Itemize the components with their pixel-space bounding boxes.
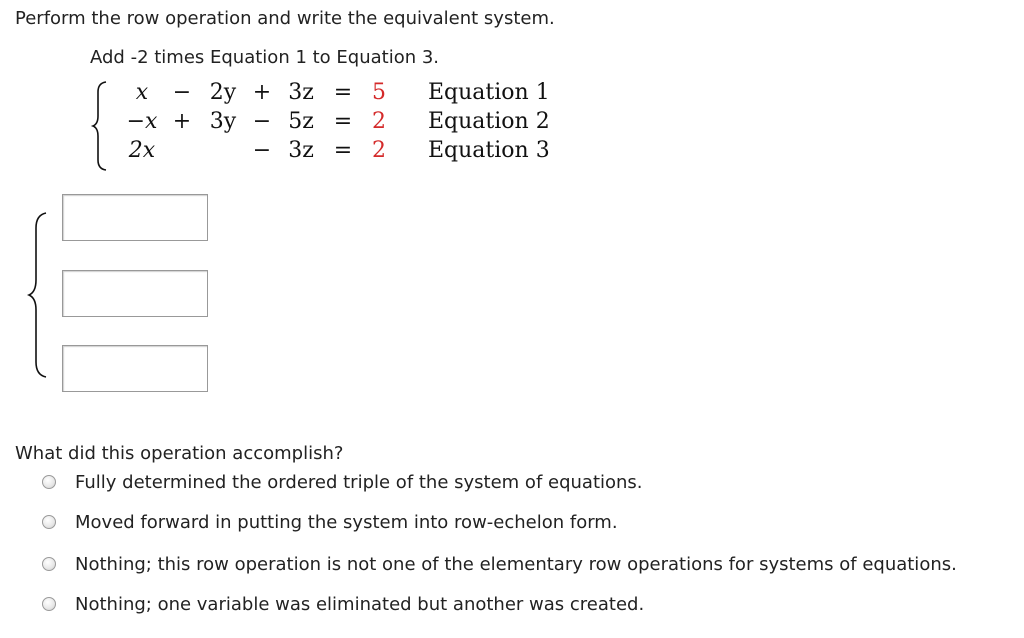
operator: − xyxy=(172,80,192,105)
equals-sign: = xyxy=(333,109,353,134)
rhs-value: 5 xyxy=(372,80,386,105)
equation-3-input[interactable] xyxy=(62,345,208,392)
term-y: 3y xyxy=(209,109,237,134)
operator: + xyxy=(172,109,192,134)
option-3[interactable] xyxy=(42,552,957,576)
term-z: 3z xyxy=(288,80,314,105)
equation-1-input[interactable] xyxy=(62,194,208,241)
term-x: 2x xyxy=(128,138,156,163)
equation-label: Equation 2 xyxy=(428,109,550,134)
rhs-value: 2 xyxy=(372,138,386,163)
question-prompt: What did this operation accomplish? xyxy=(15,443,344,464)
operator: + xyxy=(252,80,272,105)
equation-label: Equation 1 xyxy=(428,80,550,105)
equation-2-input[interactable] xyxy=(62,270,208,317)
equation-row-1 xyxy=(90,80,650,110)
option-4[interactable] xyxy=(42,592,644,616)
option-label: Nothing; this row operation is not one of the elementary row operations for systems of equations. xyxy=(75,553,957,575)
term-z: 3z xyxy=(288,138,314,163)
equation-row-2 xyxy=(90,109,650,139)
instructions-title: Perform the row operation and write the equivalent system. xyxy=(15,8,555,29)
option-label: Nothing; one variable was eliminated but another was created. xyxy=(75,593,645,615)
radio-button[interactable] xyxy=(42,557,56,571)
operator: − xyxy=(252,109,272,134)
radio-button[interactable] xyxy=(42,515,56,529)
equals-sign: = xyxy=(333,138,353,163)
equals-sign: = xyxy=(333,80,353,105)
row-operation-text: Add -2 times Equation 1 to Equation 3. xyxy=(90,47,440,68)
radio-button[interactable] xyxy=(42,597,56,611)
operator: − xyxy=(252,138,272,163)
term-x: x xyxy=(135,80,149,105)
given-system xyxy=(90,80,650,172)
option-label: Fully determined the ordered triple of the system of equations. xyxy=(75,471,643,493)
term-x: −x xyxy=(126,109,158,134)
equation-row-3 xyxy=(90,138,650,168)
option-label: Moved forward in putting the system into row-echelon form. xyxy=(75,511,618,533)
answer-brace-icon xyxy=(26,212,48,378)
option-2[interactable] xyxy=(42,510,618,534)
option-1[interactable] xyxy=(42,470,643,494)
rhs-value: 2 xyxy=(372,109,386,134)
term-y: 2y xyxy=(209,80,237,105)
term-z: 5z xyxy=(288,109,314,134)
equation-label: Equation 3 xyxy=(428,138,550,163)
radio-button[interactable] xyxy=(42,475,56,489)
